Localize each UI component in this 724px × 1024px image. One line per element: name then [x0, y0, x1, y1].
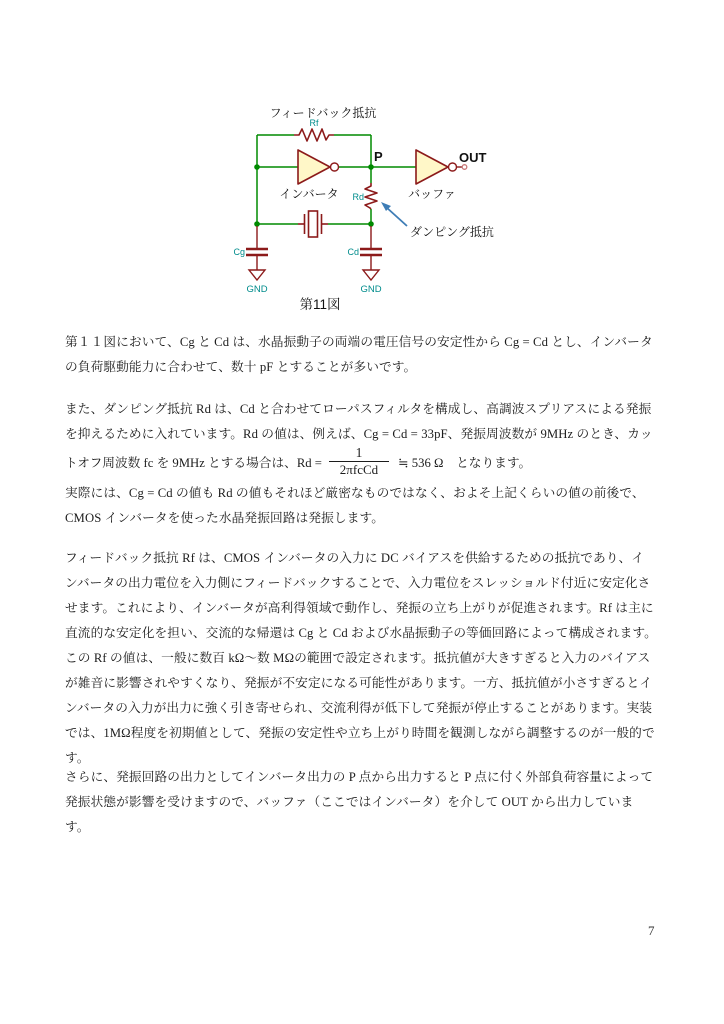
text-line: 実際には、Cg = Cd の値も Rd の値もそれほど厳密なものではなく、およそ上記くらいの値の前後で、 [65, 486, 645, 500]
cd-capacitor [360, 226, 382, 280]
damping-arrow [381, 202, 407, 226]
text-line: さらに、発振回路の出力としてインバータ出力の P 点から出力すると P 点に付く外部負荷容量によって [65, 770, 654, 784]
figure-caption: 第11図 [299, 297, 341, 312]
damping-resistor-symbol [365, 183, 377, 209]
output-terminal [462, 165, 467, 170]
gnd-symbol-right [363, 270, 379, 280]
text-line: を抑えるために入れています。Rd の値は、例えば、Cg = Cd = 33pF、発振周波数が 9MHz のとき、カッ [65, 427, 653, 441]
text-line: この Rf の値は、一般に数百 kΩ〜数 MΩの範囲で設定されます。抵抗値が大きすぎると入力のバイアス [65, 651, 651, 665]
buffer-bubble [449, 163, 457, 171]
circuit-diagram [218, 93, 518, 321]
formula-denominator: 2πfcCd [339, 461, 379, 477]
cg-capacitor [246, 226, 268, 280]
text-line: せます。これにより、インバータが高利得領域で動作し、発振の立ち上がりが促進されます。Rf は主に [65, 601, 654, 615]
text-line: ンバータの入力が出力に強く引き寄せられ、交流利得が低下して発振が停止することがあります。実装 [65, 701, 653, 715]
out-label: OUT [459, 150, 487, 165]
wires [257, 135, 416, 224]
inverter-bubble [331, 163, 339, 171]
inverter-symbol [298, 150, 339, 184]
p-node-label: P [374, 149, 383, 164]
text-line: CMOS インバータを使った水晶発振回路は発振します。 [65, 511, 385, 525]
buffer-label: バッファ [408, 187, 456, 201]
formula-line [65, 441, 685, 481]
text-line: また、ダンピング抵抗 Rd は、Cd と合わせてローパスフィルタを構成し、高調波スプリアスによる発振 [65, 402, 652, 416]
paragraph-1 [65, 330, 665, 380]
rf-ref-label: Rf [309, 118, 319, 128]
text-line: 第１１図において、Cg と Cd は、水晶振動子の両端の電圧信号の安定性から Cg = Cd とし、インバータ [65, 335, 653, 349]
inverter-label: インバータ [279, 187, 339, 201]
formula-prefix: トオフ周波数 fc を 9MHz とする場合は、Rd = [65, 455, 322, 470]
text-line: す。 [65, 820, 90, 834]
text-line: ンバータの出力電位を入力側にフィードバックすることで、入力電位をスレッショルド付近に安定化さ [65, 576, 651, 590]
text-line: では、1MΩ程度を初期値として、発振の安定性や立ち上がり時間を観測しながら調整するのが一般的で [65, 726, 655, 740]
formula-numerator: 1 [329, 445, 389, 462]
text-line: フィードバック抵抗 Rf は、CMOS インバータの入力に DC バイアスを供給するための抵抗であり、イ [65, 551, 645, 565]
text-line: が雑音に影響されやすくなり、発振が不安定になる可能性があります。一方、抵抗値が小さすぎるとイ [65, 676, 653, 690]
damping-resistor-label: ダンピング抵抗 [410, 225, 494, 239]
gnd-left-label: GND [246, 284, 268, 295]
crystal-symbol [298, 211, 328, 237]
formula-fraction [329, 445, 389, 478]
feedback-resistor-symbol [294, 129, 334, 141]
feedback-resistor-label: フィードバック抵抗 [269, 106, 377, 120]
paragraph-3 [65, 546, 665, 771]
page-number: 7 [648, 923, 655, 938]
text-line: 発振状態が影響を受けますので、バッファ（ここではインバータ）を介して OUT から出力していま [65, 795, 634, 809]
text-line: 直流的な安定化を担い、交流的な帰還は Cg と Cd および水晶振動子の等価回路によって構成されます。 [65, 626, 657, 640]
gnd-symbol-left [249, 270, 265, 280]
cd-ref-label: Cd [347, 247, 359, 257]
text-line: の負荷駆動能力に合わせて、数十 pF とすることが多いです。 [65, 360, 417, 374]
gnd-right-label: GND [360, 284, 382, 295]
cg-ref-label: Cg [233, 247, 245, 257]
paragraph-4 [65, 765, 665, 840]
rd-ref-label: Rd [352, 192, 364, 202]
paragraph-2-continued [65, 481, 665, 531]
formula-suffix: ≒ 536 Ω となります。 [397, 455, 532, 470]
text-line: す。 [65, 751, 90, 765]
paragraph-2 [65, 397, 665, 447]
